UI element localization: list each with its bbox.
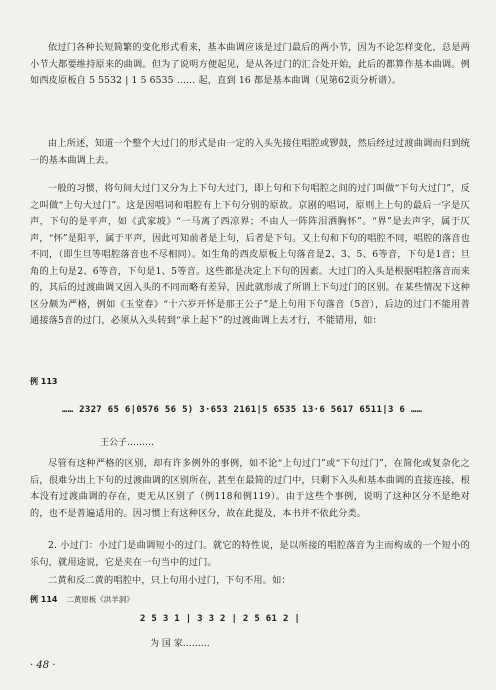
paragraph-small-interlude: 2. 小过门：小过门是曲调短小的过门。就它的特性说，是以所接的唱腔落音为主而构成的一个短小的乐句，就用途说，它是夹在一句当中的过门。 <box>30 540 470 568</box>
example-114-subtitle: 二黄原板《洪羊洞》 <box>66 595 134 604</box>
paragraph-overview: 由上所述，知道一个整个大过门的形式是由一定的入头先接住唱腔或锣鼓，然后经过过渡曲调而归到统一的基本曲调上去。 <box>30 138 470 166</box>
example-114-label <box>30 594 134 605</box>
paragraph-erhuang: 二黄和反二黄的唱腔中，只上句用小过门，下句不用。如： <box>48 575 291 586</box>
example-113-lyric: 王公子……… <box>100 438 155 448</box>
example-114-title: 例 114 <box>30 595 58 604</box>
paragraph-upper-lower-interludes: 一般的习惯，将句间大过门又分为上下句大过门，即上句和下句唱腔之间的过门叫做“下句大过门”，反之叫做“上句大过门”。这是因唱词和唱腔有上下句分别的原故。京剧的唱词，原则上上句的最后一字是仄声，下句的是平声，如《武家坡》“一马离了西凉界；不由人一阵阵泪洒胸怀”。“界”是去声字，属于仄声，“怀”是阳平，属于平声，因此可知前者是上句，后者是下句。又上句和下句的唱腔不同，唱腔的落音也不同，（即生旦等唱腔落音也不尽相同）。如生角的西皮原板上句落音是2、3、5、6等音，下句是1音；旦角的上句是2、6等音，下句是1、5等音。这些都是决定上下句的因素。大过门的入头是根据唱腔落音而来的，其后的过渡曲调又因入头的不同而略有差异，因此就形成了所谓上下句过门的区别。在某些情况下这种区分颇为严格，例如《玉堂春》“十六岁开怀是那王公子”是上句用下句落音（5音），后边的过门不能用普通接落5音的过门，必须从入头转到“承上起下”的过渡曲调上去才行，不能错用，如： <box>30 183 470 326</box>
page-number: · 48 · <box>30 660 56 671</box>
example-114-notation: 2 5 3 1 | 3 3 2 | 2 5 61 2 | <box>140 614 301 624</box>
example-113-label <box>30 376 57 387</box>
example-113-notation: …… 2327 65 6|0576 56 5) 3·653 2161|5 6535 13·6 5617 6511|3 6 …… <box>62 405 423 415</box>
paragraph-exceptions: 尽管有这种严格的区别，却有许多例外的事例，如不论“上句过门”或“下句过门”，在简化或复杂化之后，很难分出上下句的过渡曲调的区别所在，甚至在最简的过门中，只剩下入头和基本曲调的直接连接，根本没有过渡曲调的存在，更无从区别了（例118和例119）。由于这些个事例，说明了这种区分不是绝对的，也不是普遍适用的。因习惯上有这种区分，故在此提及，本书并不依此分类。 <box>30 458 470 519</box>
example-114-lyric: 为 国 家……… <box>150 639 210 649</box>
paragraph-basic-melody: 依过门各种长短简繁的变化形式看来，基本曲调应该是过门最后的两小节，因为不论怎样变化，总是两小节大都要维持原来的曲调。但为了说明方便起见，是从各过门的汇合处开始，此后的都算作基本曲调。例如西皮原板自 5 5532 | 1 5 6535 …… 起，直到 16 都是基本曲调（见第62页分析谱）。 <box>30 42 470 86</box>
example-113-title: 例 113 <box>30 377 58 386</box>
